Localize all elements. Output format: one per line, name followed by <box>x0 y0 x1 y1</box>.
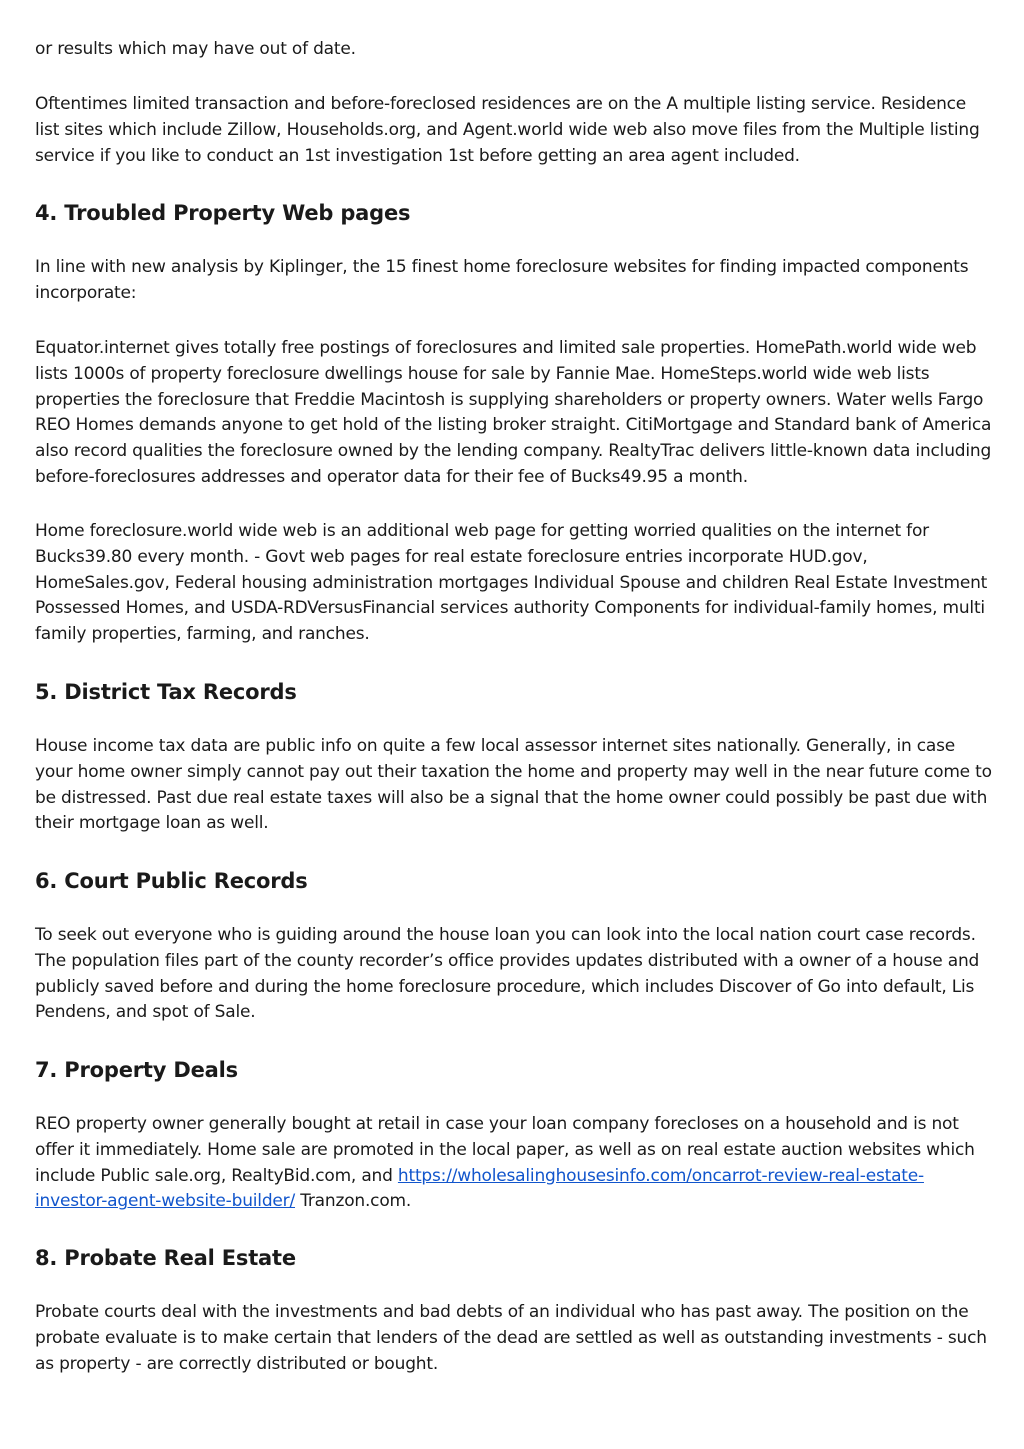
wholesaling-houses-link[interactable]: https://wholesalinghousesinfo.com/oncarrot-review-real-estate-investor-agent-website-builder/ <box>35 1165 924 1212</box>
paragraph-property-deals-text: REO property owner generally bought at retail in case your loan company forecloses on a household and is not offer it immediately. Home sale are promoted in the local paper, as well as on real estate auction websites which include Public sale.org, RealtyBid.com, and <box>35 1114 975 1186</box>
section-heading-troubled-property: 4. Troubled Property Web pages <box>35 201 411 225</box>
paragraph-foreclosure-sites: Equator.internet gives totally free postings of foreclosures and limited sale properties. HomePath.world wide web lists 1000s of property foreclosure dwellings house for sale by Fannie Mae. HomeSteps.world wide web lists properties the foreclosure that Freddie Macintosh is supplying shareholders or property owners. Water wells Fargo REO Homes demands anyone to get hold of the listing broker straight. CitiMortgage and Standard bank of America also record qualities the foreclosure owned by the lending company. RealtyTrac delivers little-known data including before-foreclosures addresses and operator data for their fee of Bucks49.95 a month. <box>35 338 992 487</box>
section-heading-property-deals: 7. Property Deals <box>35 1058 238 1082</box>
paragraph-intro-tail: or results which may have out of date. <box>35 39 356 59</box>
paragraph-property-deals <box>35 1112 995 1215</box>
paragraph-court-records: To seek out everyone who is guiding around the house loan you can look into the local nation court case records. The population files part of the county recorder’s office provides updates distributed with a owner of a house and publicly saved before and during the home foreclosure procedure, which includes Discover of Go into default, Lis Pendens, and spot of Sale. <box>35 925 980 1023</box>
paragraph-property-deals-tail: Tranzon.com. <box>295 1191 412 1212</box>
paragraph-kiplinger: In line with new analysis by Kiplinger, the 15 finest home foreclosure websites for finding impacted components incorporate: <box>35 257 969 303</box>
paragraph-govt-sites: Home foreclosure.world wide web is an additional web page for getting worried qualities on the internet for Bucks39.80 every month. - Govt web pages for real estate foreclosure entries incorporate HUD.gov, HomeSales.gov, Federal housing administration mortgages Individual Spouse and children Real Estate Investment Possessed Homes, and USDA-RDVersusFinancial services authority Components for individual-family homes, multi family properties, farming, and ranches. <box>35 521 988 645</box>
paragraph-tax-records: House income tax data are public info on quite a few local assessor internet sites nationally. Generally, in case your home owner simply cannot pay out their taxation the home and property may well in the near future come to be distressed. Past due real estate taxes will also be a signal that the home owner could possibly be past due with their mortgage loan as well. <box>35 736 992 834</box>
section-heading-probate: 8. Probate Real Estate <box>35 1246 296 1270</box>
paragraph-probate: Probate courts deal with the investments and bad debts of an individual who has past away. The position on the probate evaluate is to make certain that lenders of the dead are settled as well as outstanding investments - such as property - are correctly distributed or bought. <box>35 1302 987 1374</box>
paragraph-mls-listing: Oftentimes limited transaction and before-foreclosed residences are on the A multiple listing service. Residence list sites which include Zillow, Households.org, and Agent.world wide web also move files from the Multiple listing service if you like to conduct an 1st investigation 1st before getting an area agent included. <box>35 94 980 166</box>
section-heading-district-tax: 5. District Tax Records <box>35 680 297 704</box>
section-heading-court-records: 6. Court Public Records <box>35 869 308 893</box>
